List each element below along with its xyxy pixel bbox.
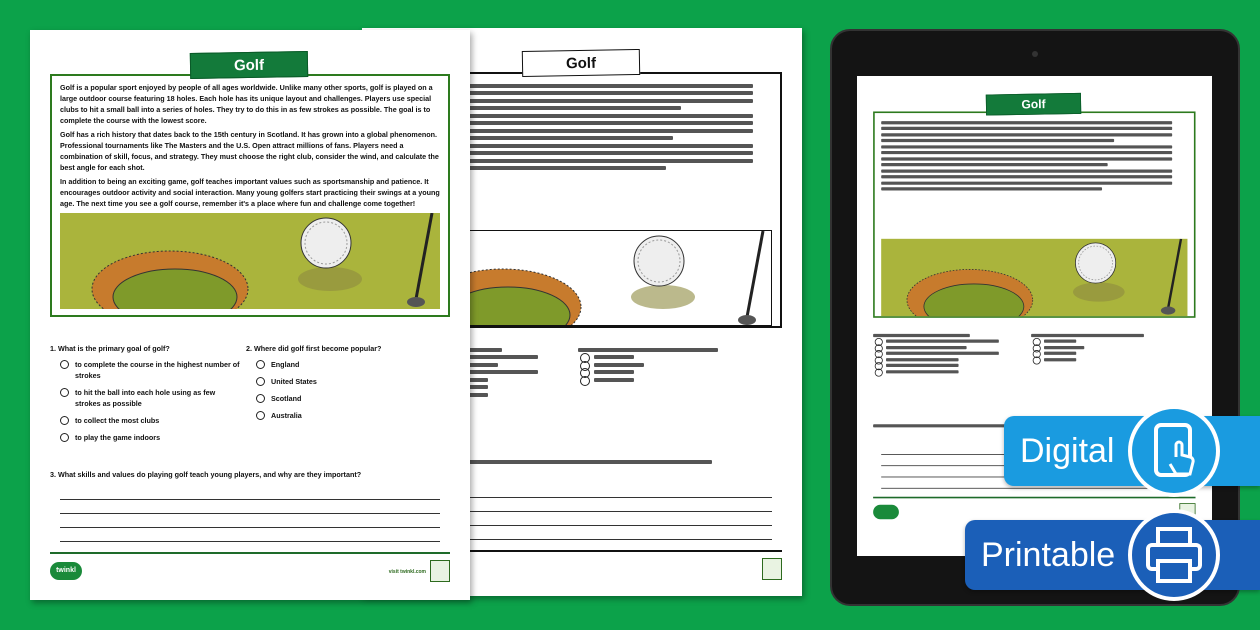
worksheet-title: Golf: [190, 51, 308, 79]
golf-club-icon: [737, 231, 767, 326]
text-line-placeholder: [881, 175, 1172, 178]
radio-button[interactable]: [256, 394, 265, 403]
answer-lines[interactable]: [60, 486, 440, 542]
twinkl-logo: twinkl: [50, 562, 82, 580]
visit-link[interactable]: visit twinkl.com: [388, 569, 426, 575]
camera-icon: [1032, 51, 1038, 57]
answer-option[interactable]: [60, 432, 240, 443]
footer: [50, 552, 450, 575]
text-line-placeholder: [881, 121, 1172, 124]
radio-button[interactable]: [256, 360, 265, 369]
reading-passage-box: [873, 111, 1195, 317]
question-1: [50, 344, 240, 443]
twinkl-logo: [873, 505, 899, 520]
answer-option[interactable]: [256, 393, 436, 404]
radio-button[interactable]: [60, 388, 69, 397]
text-line-placeholder: [881, 133, 1172, 136]
question-1-preview: [873, 331, 1018, 376]
answer-option[interactable]: [60, 415, 240, 426]
printer-icon: [1128, 509, 1220, 601]
golf-ball: [1075, 243, 1115, 283]
digital-badge: [1004, 416, 1260, 486]
radio-button[interactable]: [256, 377, 265, 386]
option-label: to complete the course in the highest number of strokes: [75, 360, 240, 380]
answer-option[interactable]: [60, 387, 240, 409]
option-label: Scotland: [271, 394, 302, 403]
printable-worksheet-color: [30, 30, 470, 600]
text-line-placeholder: [881, 127, 1172, 130]
text-line-placeholder: [881, 181, 1172, 184]
paragraph: In addition to being an exciting game, golf teaches important values such as sportsmanship and patience. It encourages outdoor activity and social interaction. Many young golfers start practicing their swings at a young age. The next time you see a golf course, remember it's a place where fun and challenge come together!: [60, 177, 440, 208]
question-2: [246, 344, 436, 421]
text-line-placeholder: [881, 187, 1102, 190]
worksheet: [30, 30, 470, 600]
option-label: Australia: [271, 411, 302, 420]
golf-scene: [60, 213, 440, 309]
question-2-preview: [1031, 331, 1176, 364]
printable-badge: [965, 520, 1260, 590]
question-3: 3. What skills and values do playing golf teach young players, and why are they important?: [50, 470, 362, 479]
golf-ball: [634, 236, 684, 286]
question-text: 2. Where did golf first become popular?: [246, 344, 382, 353]
golf-scene: [881, 239, 1187, 316]
text-line-placeholder: [881, 145, 1172, 148]
paragraph: Golf is a popular sport enjoyed by people of all ages worldwide. Unlike many other sports, golf is played on a large outdoor course featuring 18 holes. Each hole has its unique layout and challenges. Players use special clubs to hit a small ball into a series of holes. They try to do this in as few strokes as possible. The goal is to complete the course with the lowest score.: [60, 83, 433, 125]
reading-passage-box: [50, 74, 450, 317]
text-line-placeholder: [881, 151, 1172, 154]
quality-badge-icon: [430, 560, 450, 582]
radio-button[interactable]: [60, 360, 69, 369]
radio-button[interactable]: [60, 416, 69, 425]
printable-label: Printable: [981, 536, 1116, 574]
answer-option[interactable]: [256, 376, 436, 387]
golf-club-icon: [406, 213, 436, 309]
option-label: United States: [271, 377, 317, 386]
footer: [873, 497, 1195, 499]
text-line-placeholder: [881, 139, 1114, 142]
paragraph: Golf has a rich history that dates back to the 15th century in Scotland. It has grown into a global phenomenon. Professional tournaments like The Masters and the U.S. Open attract millions of fans. Players need a combination of skill, focus, and strategy. They must choose the right club, consider the wind, and calculate the best angle for each shot.: [60, 130, 439, 172]
golf-hole-illustration: [60, 213, 440, 309]
radio-button[interactable]: [256, 411, 265, 420]
golf-hole-illustration: [881, 239, 1187, 316]
answer-option[interactable]: [60, 359, 240, 381]
text-line-placeholder: [881, 163, 1108, 166]
question-text: 1. What is the primary goal of golf?: [50, 344, 170, 353]
question-2-preview: [578, 344, 758, 385]
golf-ball: [301, 218, 351, 268]
option-label: to collect the most clubs: [75, 416, 160, 425]
answer-option[interactable]: [256, 359, 436, 370]
tablet-touch-icon: [1128, 405, 1220, 497]
golf-club-icon: [1160, 239, 1184, 316]
radio-button[interactable]: [60, 433, 69, 442]
option-label: to play the game indoors: [75, 433, 161, 442]
quality-badge-icon: [762, 558, 782, 580]
answer-option[interactable]: [256, 410, 436, 421]
option-label: England: [271, 360, 300, 369]
text-line-placeholder: [881, 169, 1172, 172]
worksheet-title: Golf: [522, 49, 640, 77]
digital-label: Digital: [1020, 432, 1115, 470]
text-lines-preview: [881, 121, 1187, 191]
text-line-placeholder: [881, 157, 1172, 160]
worksheet-title: Golf: [986, 93, 1081, 116]
option-label: to hit the ball into each hole using as few strokes as possible: [75, 388, 216, 408]
